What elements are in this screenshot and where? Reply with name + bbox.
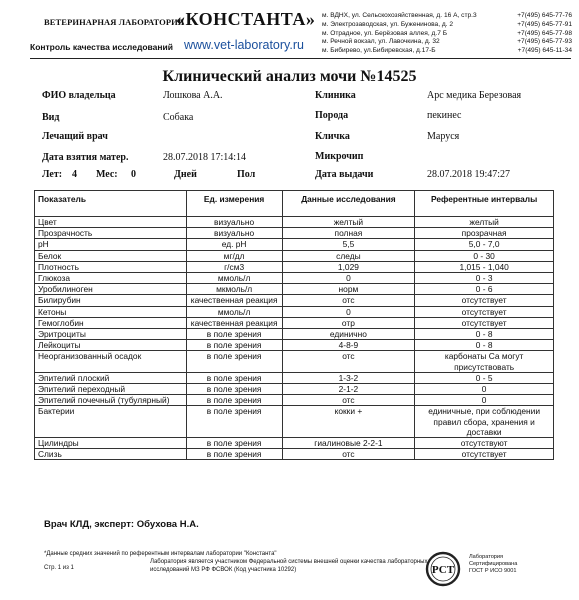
page-number: Стр. 1 из 1	[44, 565, 74, 571]
table-row	[35, 306, 554, 317]
cell-reference: 0 - 8	[415, 329, 554, 340]
results-table	[34, 190, 554, 460]
cell-result: отс	[282, 449, 415, 460]
cell-reference: 1,015 - 1,040	[415, 261, 554, 272]
age-years-value: 4	[72, 169, 77, 180]
phone: +7(495) 645-77-98	[517, 29, 572, 37]
cell-parameter: Эпителий почечный (тубулярный)	[35, 395, 187, 406]
address-row	[322, 21, 572, 30]
owner-value: Лошкова А.А.	[163, 90, 223, 101]
cell-unit: в поле зрения	[186, 395, 282, 406]
cell-parameter: Цвет	[35, 217, 187, 228]
clinic-label: Клиника	[315, 90, 356, 101]
table-row	[35, 284, 554, 295]
cell-reference: 0 - 30	[415, 250, 554, 261]
address: м. Электрозаводская, ул. Буженинова, д. 2	[322, 20, 454, 28]
cell-result: следы	[282, 250, 415, 261]
table-row	[35, 438, 554, 449]
address-row	[322, 12, 572, 21]
address-row	[322, 38, 572, 47]
phone: +7(495) 645-11-34	[517, 47, 572, 55]
cell-parameter: Эпителий переходный	[35, 384, 187, 395]
cell-parameter: Слизь	[35, 449, 187, 460]
nick-label: Кличка	[315, 131, 350, 142]
table-row	[35, 384, 554, 395]
cell-result: 1-3-2	[282, 372, 415, 383]
cell-reference: отсутствует	[415, 306, 554, 317]
header-parameter: Показатель	[35, 191, 187, 217]
date-taken-label: Дата взятия матер.	[42, 152, 129, 163]
cell-unit: качественная реакция	[186, 317, 282, 328]
cell-unit: в поле зрения	[186, 406, 282, 438]
cell-result: 1,029	[282, 261, 415, 272]
address: м. Речной вокзал, ул. Лавочкина, д. 32	[322, 38, 440, 46]
header-unit: Ед. измерения	[186, 191, 282, 217]
cell-parameter: Глюкоза	[35, 273, 187, 284]
cell-result: 2-1-2	[282, 384, 415, 395]
cell-result: 0	[282, 306, 415, 317]
date-taken-value: 28.07.2018 17:14:14	[163, 152, 247, 163]
cell-result: кокки +	[282, 406, 415, 438]
cell-result: гиалиновые 2-2-1	[282, 438, 415, 449]
cell-parameter: Бактерии	[35, 406, 187, 438]
cell-reference: отсутствует	[415, 317, 554, 328]
owner-label: ФИО владельца	[42, 90, 116, 101]
cell-reference: отсутствует	[415, 295, 554, 306]
cell-result: отр	[282, 317, 415, 328]
cell-reference: 0	[415, 384, 554, 395]
cert-line: Сертифицирована	[469, 561, 518, 568]
cell-result: отс	[282, 351, 415, 372]
cell-reference: желтый	[415, 217, 554, 228]
cell-parameter: Лейкоциты	[35, 340, 187, 351]
table-row	[35, 239, 554, 250]
cell-reference: 0	[415, 395, 554, 406]
age-years-label: Лет:	[42, 169, 63, 180]
doctor-signature-line: Врач КЛД, эксперт: Обухова Н.А.	[44, 519, 199, 530]
cell-result: норм	[282, 284, 415, 295]
cell-result: 4-8-9	[282, 340, 415, 351]
report-title: Клинический анализ мочи №14525	[162, 68, 417, 85]
table-row	[35, 395, 554, 406]
chip-label: Микрочип	[315, 151, 364, 162]
cell-reference: 0 - 5	[415, 372, 554, 383]
cell-reference: отсутствуют	[415, 438, 554, 449]
cell-unit: мкмоль/л	[186, 284, 282, 295]
cert-line: ГОСТ Р ИСО 9001	[469, 568, 517, 575]
phone: +7(495) 645-77-76	[517, 12, 572, 19]
phone: +7(495) 645-77-93	[517, 38, 572, 46]
age-months-label: Мес:	[96, 169, 118, 180]
reference-note: *Данные средних значений по референтным интервалам лаборатории "Константа"	[44, 551, 277, 557]
lab-name: «КОНСТАНТА»	[176, 9, 316, 29]
cell-parameter: Плотность	[35, 261, 187, 272]
cell-reference: отсутствует	[415, 449, 554, 460]
table-row	[35, 295, 554, 306]
address: м. Бибирево, ул.Бибиревская, д.17-Б	[322, 47, 436, 55]
clinic-value: Арс медика Березовая	[427, 90, 522, 101]
address: м. Отрадное, ул. Берёзовая аллея, д.7 Б	[322, 29, 448, 37]
cell-parameter: Белок	[35, 250, 187, 261]
cell-unit: ммоль/л	[186, 306, 282, 317]
phone: +7(495) 645-77-91	[517, 20, 572, 28]
breed-label: Порода	[315, 110, 349, 121]
cell-unit: визуально	[186, 228, 282, 239]
cell-result: отс	[282, 395, 415, 406]
cell-reference: 0 - 6	[415, 284, 554, 295]
table-row	[35, 449, 554, 460]
cell-result: желтый	[282, 217, 415, 228]
table-row	[35, 340, 554, 351]
lab-url-link[interactable]: www.vet-laboratory.ru	[184, 38, 304, 52]
cell-reference: 5,0 - 7,0	[415, 239, 554, 250]
cell-unit: в поле зрения	[186, 384, 282, 395]
cell-reference: карбонаты Са могут присутствовать	[415, 351, 554, 372]
cell-parameter: Неорганизованный осадок	[35, 351, 187, 372]
cell-unit: мг/дл	[186, 250, 282, 261]
cell-result: 0	[282, 273, 415, 284]
lab-label: ВЕТЕРИНАРНАЯ ЛАБОРАТОРИЯ	[44, 17, 185, 27]
cell-result: единично	[282, 329, 415, 340]
cell-parameter: Кетоны	[35, 306, 187, 317]
table-row	[35, 228, 554, 239]
cell-unit: ед. pH	[186, 239, 282, 250]
table-header-row	[35, 191, 554, 217]
cell-reference: 0 - 8	[415, 340, 554, 351]
age-months-value: 0	[131, 169, 136, 180]
doctor-label: Лечащий врач	[42, 131, 108, 142]
cell-result: 5,5	[282, 239, 415, 250]
species-value: Собака	[163, 112, 194, 123]
header-result: Данные исследования	[282, 191, 415, 217]
rst-certification-logo	[423, 551, 467, 587]
cell-parameter: pH	[35, 239, 187, 250]
table-row	[35, 406, 554, 438]
cert-text	[469, 554, 517, 576]
cell-unit: в поле зрения	[186, 329, 282, 340]
cell-unit: визуально	[186, 217, 282, 228]
cell-parameter: Гемоглобин	[35, 317, 187, 328]
sex-label: Пол	[237, 169, 256, 180]
cert-logo-text: РСТ	[431, 564, 455, 576]
table-row	[35, 329, 554, 340]
cell-unit: г/см3	[186, 261, 282, 272]
lab-subtitle: Контроль качества исследований	[30, 42, 173, 52]
cell-reference: прозрачная	[415, 228, 554, 239]
cell-parameter: Уробилиноген	[35, 284, 187, 295]
cell-parameter: Прозрачность	[35, 228, 187, 239]
cell-parameter: Эпителий плоский	[35, 372, 187, 383]
table-row	[35, 250, 554, 261]
cell-unit: ммоль/л	[186, 273, 282, 284]
cell-parameter: Билирубин	[35, 295, 187, 306]
address-row	[322, 47, 572, 56]
cert-line: Лаборатория	[469, 554, 504, 560]
address: м. ВДНХ, ул. Сельскохозяйственная, д. 16 А, стр.3	[322, 12, 477, 19]
date-issued-value: 28.07.2018 19:47:27	[427, 169, 511, 180]
nick-value: Маруся	[427, 131, 460, 142]
cell-unit: в поле зрения	[186, 340, 282, 351]
cell-result: полная	[282, 228, 415, 239]
breed-value: пекинес	[427, 110, 462, 121]
header-reference: Референтные интервалы	[415, 191, 554, 217]
cell-unit: в поле зрения	[186, 438, 282, 449]
cell-parameter: Эритроциты	[35, 329, 187, 340]
table-row	[35, 217, 554, 228]
cell-unit: в поле зрения	[186, 351, 282, 372]
table-row	[35, 261, 554, 272]
participation-note: Лаборатория является участником Федеральной системы внешней оценки качества лабораторных исследований МЗ РФ ФСВОК (Код участника 10292)	[150, 559, 428, 573]
cell-reference: 0 - 3	[415, 273, 554, 284]
table-row	[35, 317, 554, 328]
cell-reference: единичные, при соблюдении правил сбора, хранения и доставки	[415, 406, 554, 438]
header-divider	[30, 58, 571, 59]
days-label: Дней	[174, 169, 197, 180]
cell-unit: качественная реакция	[186, 295, 282, 306]
species-label: Вид	[42, 112, 60, 123]
date-issued-label: Дата выдачи	[315, 169, 374, 180]
address-list	[322, 12, 572, 56]
cell-result: отс	[282, 295, 415, 306]
table-row	[35, 372, 554, 383]
cell-parameter: Цилиндры	[35, 438, 187, 449]
cell-unit: в поле зрения	[186, 372, 282, 383]
table-row	[35, 351, 554, 372]
cell-unit: в поле зрения	[186, 449, 282, 460]
table-row	[35, 273, 554, 284]
